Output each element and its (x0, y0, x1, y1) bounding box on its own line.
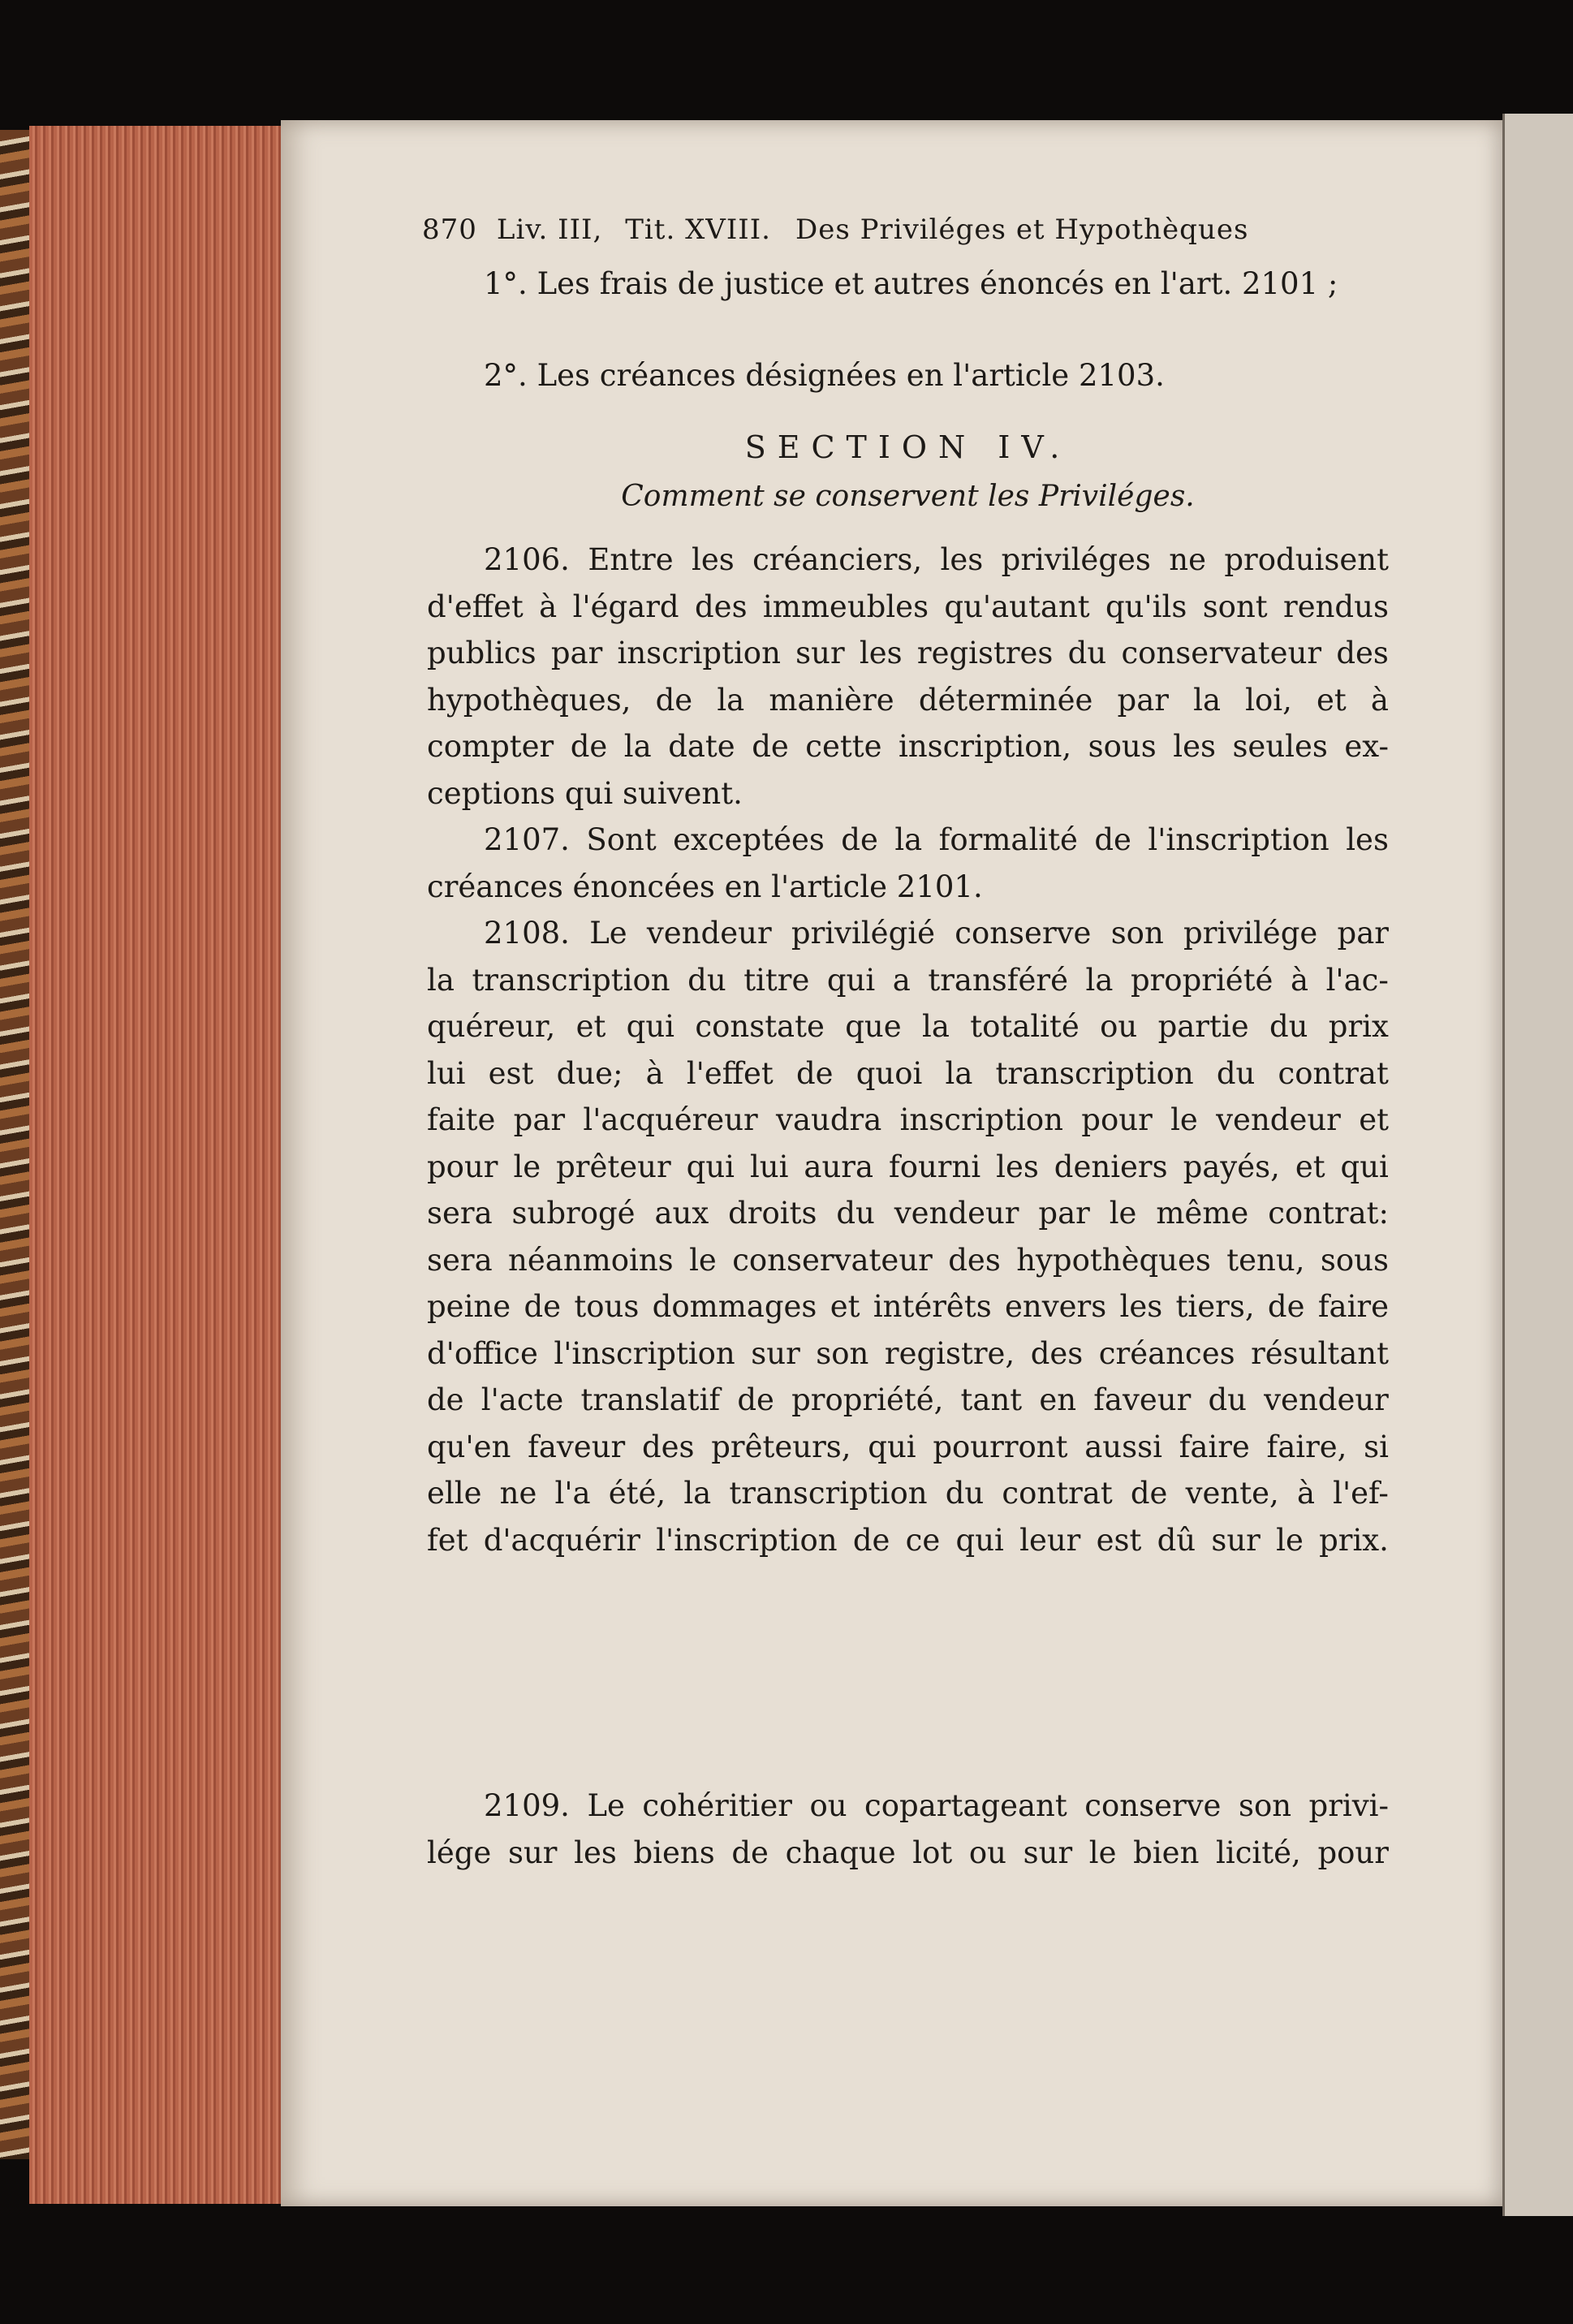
facing-page-edge (1502, 114, 1573, 2216)
text-line: créances énoncées en l'article 2101. (427, 869, 983, 904)
section-heading: SECTION IV. (744, 429, 1071, 465)
text-line: peine de tous dommages et intérêts envers les tiers, de faire (427, 1289, 1389, 1324)
text-line: d'office l'inscription sur son registre, des créances résultant (427, 1335, 1389, 1371)
book-page (281, 120, 1502, 2206)
text-line: lui est due; à l'effet de quoi la transcription du contrat (427, 1055, 1389, 1091)
text-line: d'effet à l'égard des immeubles qu'autant qu'ils sont rendus (427, 589, 1389, 624)
text-line: 2106. Entre les créanciers, les priviléges ne produisent (484, 542, 1389, 577)
text-line: qu'en faveur des prêteurs, qui pourront aussi faire faire, si (427, 1429, 1389, 1464)
article-2109 (427, 1783, 1389, 1876)
section-subheading: Comment se conservent les Priviléges. (621, 480, 1195, 513)
text-line: sera subrogé aux droits du vendeur par le même contrat: (427, 1196, 1389, 1231)
running-header (422, 213, 1389, 254)
text-line: de l'acte translatif de propriété, tant en faveur du vendeur (427, 1382, 1389, 1417)
text-line: ceptions qui suivent. (427, 775, 743, 811)
page-fore-edge (29, 126, 286, 2204)
list-item-1: 1°. Les frais de justice et autres énoncés en l'art. 2101 ; (484, 266, 1338, 301)
article-2107 (427, 817, 1389, 910)
text-line: publics par inscription sur les registres du conservateur des (427, 636, 1389, 670)
text-line: elle ne l'a été, la transcription du contrat de vente, à l'ef- (427, 1476, 1389, 1511)
text-line: fet d'acquérir l'inscription de ce qui leur est dû sur le prix. (427, 1522, 1389, 1558)
article-2106 (427, 537, 1389, 817)
text-line: hypothèques, de la manière déterminée par la loi, et à (427, 682, 1389, 718)
book-number: Liv. III, (496, 213, 603, 246)
title-number: Tit. XVIII. (625, 213, 771, 246)
text-line: 2108. Le vendeur privilégié conserve son privilége par (484, 916, 1389, 951)
text-line: 2107. Sont exceptées de la formalité de l'inscription les (484, 822, 1389, 857)
text-line: sera néanmoins le conservateur des hypothèques tenu, sous (427, 1242, 1389, 1278)
text-line: quéreur, et qui constate que la totalité ou partie du prix (427, 1009, 1389, 1044)
running-title: Des Priviléges et Hypothèques (795, 213, 1249, 246)
text-line: lége sur les biens de chaque lot ou sur le bien licité, pour (427, 1835, 1389, 1870)
text-line: pour le prêteur qui lui aura fourni les deniers payés, et qui (427, 1149, 1389, 1184)
marbled-cover-edge (0, 130, 32, 2159)
text-line: faite par l'acquéreur vaudra inscription pour le vendeur et (427, 1102, 1389, 1137)
text-line: la transcription du titre qui a transféré la propriété à l'ac- (427, 962, 1389, 998)
page-number: 870 (422, 213, 477, 246)
article-2108 (427, 910, 1389, 1563)
page-text (422, 213, 1389, 1876)
text-line: 2109. Le cohéritier ou copartageant conserve son privi- (484, 1788, 1389, 1823)
text-line: compter de la date de cette inscription, sous les seules ex- (427, 729, 1389, 764)
list-item-2: 2°. Les créances désignées en l'article 2103. (484, 357, 1165, 393)
